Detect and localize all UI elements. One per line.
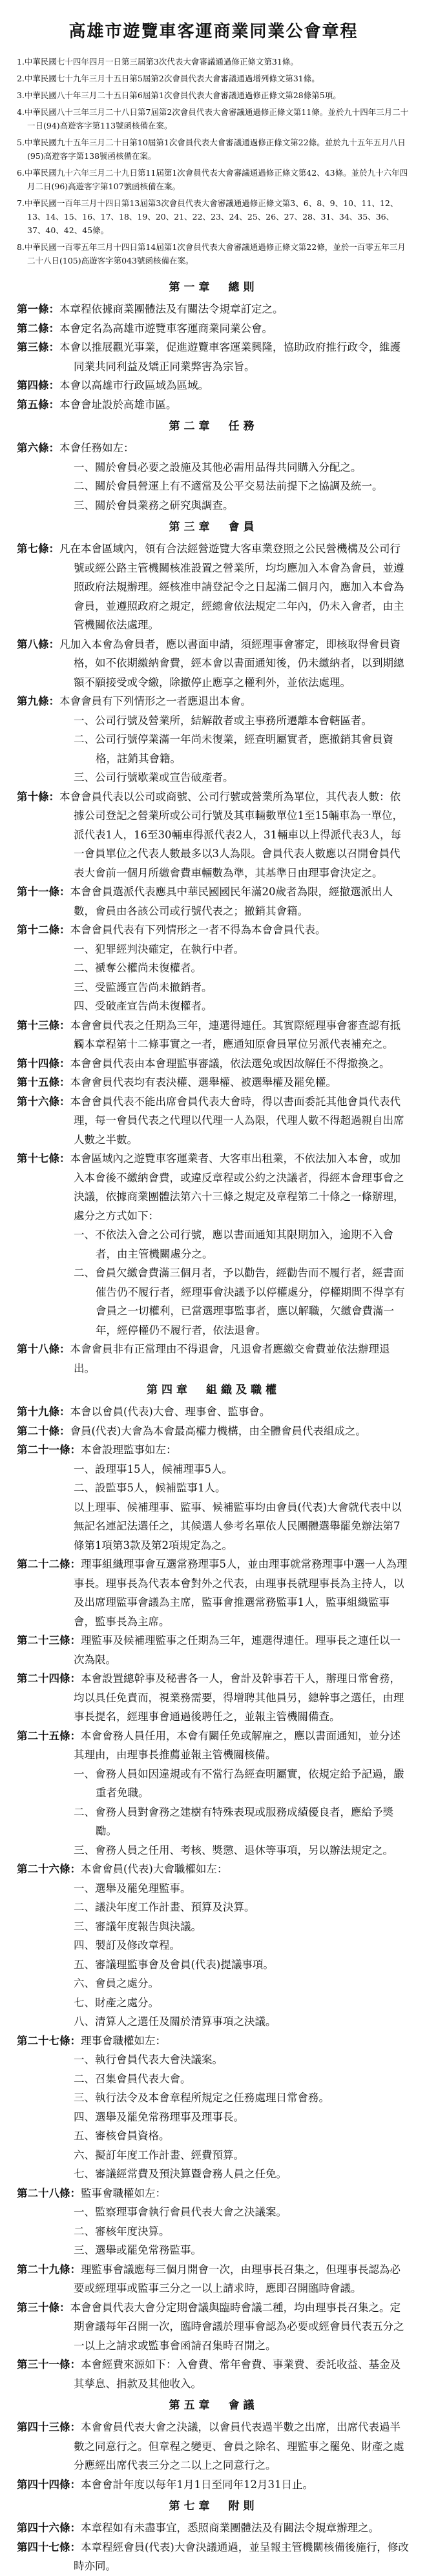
article-number: 第二十一條： bbox=[17, 1444, 81, 1456]
article bbox=[17, 2184, 410, 2203]
chapter-heading: 第二章 任務 bbox=[169, 420, 258, 433]
article bbox=[17, 1555, 410, 1631]
article bbox=[17, 2298, 410, 2356]
article-text: 本會任務如左： bbox=[59, 442, 134, 454]
article-text: 本會會員代表有下列情形之一者不得為本會會員代表。 bbox=[70, 924, 326, 936]
article bbox=[17, 882, 410, 920]
article-number: 第二十九條： bbox=[17, 2263, 81, 2276]
article-text: 本會區域內之遊覽車客運業者、大客車出租業，不依法加入本會，或加入本會後不繳納會費，或違反章程或公約之決議者，得經本會理事會之決議，依據商業團體法第六十三條之規定及章程第二十條之一條辦理，處分之方式如下： bbox=[70, 1152, 404, 1222]
article-number: 第三十條： bbox=[17, 2301, 70, 2314]
article-number: 第二條： bbox=[17, 322, 59, 335]
article-number: 第四十七條： bbox=[17, 2540, 81, 2553]
article-text: 本會會務人員任用，本會有關任免或解雇之，應以書面通知，並分述其理由，由理事長推薦並報主管機關核備。 bbox=[74, 1729, 401, 1761]
article bbox=[17, 1073, 410, 1092]
article bbox=[17, 2418, 410, 2475]
article-items bbox=[17, 1765, 410, 1860]
article-number: 第五條： bbox=[17, 398, 59, 411]
article-text: 本會以會員(代表)大會、理事會、監事會。 bbox=[70, 1406, 271, 1418]
article bbox=[17, 635, 410, 692]
article bbox=[17, 2538, 410, 2576]
article bbox=[17, 2031, 410, 2051]
article-item: 五、審核會員資格。 bbox=[74, 2130, 170, 2142]
article bbox=[17, 1860, 410, 1879]
article-items bbox=[17, 2203, 410, 2260]
article-item: 二、會員欠繳會費滿三個月者，予以勸告，經勸告而不履行者，經書面催告仍不履行者，經理事會決議予以停權處分，停權期間不得享有會員之一切權利，已當選理事監事者，應以解職，欠繳會費滿一年，經停權仍不履行者，依法退會。 bbox=[74, 1267, 405, 1336]
article-text: 理事組織理事會互選常務理事5人，並由理事就常務理事中選一人為理事長。理事長為代表本會對外之代表，由理事長就理事長為主持人，以及出席理監事會議為主席，監事會推選常務監事1人，監事組織監事會，監事長為主席。 bbox=[74, 1558, 408, 1628]
article-number: 第十七條： bbox=[17, 1152, 70, 1165]
article-item: 二、設監事5人，候補監事1人。 bbox=[74, 1482, 226, 1494]
article-text: 本章程依據商業團體法及有關法令規章訂定之。 bbox=[59, 303, 284, 315]
article-number: 第八條： bbox=[17, 638, 59, 650]
article-text: 本會會員代表均有表決權、選舉權、被選舉權及罷免權。 bbox=[70, 1076, 337, 1088]
article-number: 第七條： bbox=[17, 543, 59, 555]
amendment-history bbox=[17, 55, 410, 267]
article bbox=[17, 319, 410, 338]
article-number: 第二十三條： bbox=[17, 1634, 81, 1646]
article bbox=[17, 376, 410, 395]
article-text: 本會經費來源如下：入會費、常年會費、事業費、委託收益、基金及其孳息、捐款及其他收入。 bbox=[74, 2358, 401, 2390]
chapter-heading: 第一章 總則 bbox=[169, 281, 258, 294]
article-text: 理監事及候補理監事之任期為三年，連選得連任。理事長之連任以一次為限。 bbox=[74, 1634, 401, 1666]
article-item: 一、不依法入會之公司行號，應以書面通知其限期加入，逾期不入會者，由主管機關處分之。 bbox=[74, 1229, 393, 1260]
article-item: 三、受監護宣告尚未撤銷者。 bbox=[74, 981, 213, 993]
article-number: 第十一條： bbox=[17, 886, 70, 898]
article-text: 本會會員代表大會分定期會議與臨時會議二種，均由理事長召集之。定期會議每年召開一次，臨時會議於理事會認為必要或經會員代表五分之一以上之請求或監事會函請召集時召開之。 bbox=[70, 2301, 404, 2352]
history-entry: 5.中華民國九十五年三月二十日第10屆第1次會員代表大會審議通過修正條文第22條。並於九十五年五月八日(95)高遊客字第138號函核備在案。 bbox=[17, 138, 406, 161]
article-item: 二、會務人員對會務之建樹有特殊表現或服務成績優良者，應給予獎勵。 bbox=[74, 1805, 393, 1837]
article-number: 第四十三條： bbox=[17, 2421, 81, 2433]
article-item: 一、執行會員代表大會決議案。 bbox=[74, 2053, 223, 2066]
chapter-heading: 第三章 會員 bbox=[169, 521, 258, 534]
article-item: 七、審議經常費及預決算暨會務人員之任免。 bbox=[74, 2168, 287, 2180]
article-text: 本會以高雄市行政區域為區域。 bbox=[59, 379, 209, 391]
article-number: 第四十六條： bbox=[17, 2522, 81, 2534]
article bbox=[17, 1631, 410, 1669]
article-item: 六、擬訂年度工作計畫、經費預算。 bbox=[74, 2148, 244, 2161]
history-entry: 8.中華民國一百零五年三月十四日第14屆第1次會員代表大會審議通過修正條文第22條，並於一百零五年三月二十八日(105)高遊客字第043號函核備在案。 bbox=[17, 242, 406, 265]
article bbox=[17, 787, 410, 883]
article-item: 四、選舉及罷免常務理事及理事長。 bbox=[74, 2110, 244, 2123]
article-item: 一、選舉及罷免理監事。 bbox=[74, 1882, 191, 1895]
chapter-heading: 第五章 會議 bbox=[169, 2399, 258, 2412]
article-number: 第十九條： bbox=[17, 1406, 70, 1418]
article bbox=[17, 439, 410, 458]
article bbox=[17, 2475, 410, 2495]
article-text: 本會會員代表不能出席會員代表大會時，得以書面委託其他會員代表代理，每一會員代表之代理以代理一人為限，代理人數不得超過親自出席人數之半數。 bbox=[70, 1095, 404, 1146]
history-entry: 2.中華民國七十九年三月十五日第5屆第2次會員代表大會審議通過增列條文第31條。 bbox=[17, 74, 320, 83]
article-item: 四、製訂及修改章程。 bbox=[74, 1939, 180, 1951]
article-item: 二、審核年度決算。 bbox=[74, 2225, 170, 2238]
article-paragraph: 以上理事、候補理事、監事、候補監事均由會員(代表)大會就代表中以無記名連記法選任之，其候選人參考名單依人民團體選舉罷免辦法第7條第1項第3款及第2項規定為之。 bbox=[74, 1501, 402, 1552]
article-number: 第十四條： bbox=[17, 1057, 70, 1070]
article-text: 凡在本會區域內，領有合法經營遊覽大客車業登照之公民營機構及公司行號或經公路主管機關核准設置之營業所，均均應加入本會為會員，並遵照政府法規辦理。經核准申請登記令之日起滿二個月內，應加入本會為會員，並遵照政府之規定，經總會依法規定二年內，仍未入會者，由主管機關依法處理。 bbox=[59, 543, 404, 631]
article-number: 第四條： bbox=[17, 379, 59, 391]
article-item: 一、犯罪經判決確定，在執行中者。 bbox=[74, 942, 244, 955]
article-number: 第二十條： bbox=[17, 1424, 70, 1437]
article bbox=[17, 338, 410, 376]
article-text: 凡加入本會為會員者，應以書面申請，須經理事會審定，即核取得會員資格，如不依期繳納會費，經本會以書面通知後，仍未繳納者，以到期總額不願接受或令繳，除撤停止應享之權利外，並依法處理。 bbox=[59, 638, 404, 689]
history-entry: 6.中華民國九十六年三月二十九日第11屆第1次會員代表大會審議通過修正條文第42、43條。並於九十六年四月二日(96)高遊客字第107號函核備在案。 bbox=[17, 168, 408, 191]
article-text: 本會定名為高雄市遊覽車客運商業同業公會。 bbox=[59, 322, 273, 335]
article-item: 五、審議理監事會及會員(代表)提議事項。 bbox=[74, 1958, 274, 1971]
document-title: 高雄市遊覽車客運商業同業公會章程 bbox=[68, 22, 359, 41]
article bbox=[17, 920, 410, 940]
articles-body bbox=[17, 278, 410, 2576]
article-text: 本會會計年度以每年1月1日至同年12月31日止。 bbox=[81, 2478, 313, 2491]
article-number: 第三十一條： bbox=[17, 2358, 81, 2371]
article-number: 第二十七條： bbox=[17, 2034, 81, 2047]
article-number: 第二十六條： bbox=[17, 1863, 81, 1875]
article-number: 第十三條： bbox=[17, 1019, 70, 1032]
article-number: 第十五條： bbox=[17, 1076, 70, 1088]
article bbox=[17, 1054, 410, 1074]
article-items bbox=[17, 1225, 410, 1340]
article-items bbox=[17, 1460, 410, 1498]
history-entry: 4.中華民國八十三年三月二十八日第7屆第2次會員代表大會審議通過修正條文第11條。並於九十四年三月二十一日(94)高遊客字第113號函核備在案。 bbox=[17, 107, 409, 130]
article bbox=[17, 300, 410, 319]
article-item: 三、公司行號歇業或宣告破產者。 bbox=[74, 771, 234, 784]
article-text: 理事會職權如左： bbox=[81, 2034, 166, 2047]
chapter-heading: 第四章 組織及職權 bbox=[147, 1384, 280, 1397]
article-text: 本會會員(代表)大會職權如左： bbox=[81, 1863, 228, 1875]
article-item: 二、召集會員代表大會。 bbox=[74, 2072, 191, 2085]
article-items bbox=[17, 2050, 410, 2184]
article-text: 本會會員代表之任期為三年，連選得連任。其實際經理事會審查認有抵觸本章程第十二條事實之一者，應通知原會員單位另派代表補充之。 bbox=[70, 1019, 401, 1050]
article-text: 本會會員有下列情形之一者應退出本會。 bbox=[59, 695, 251, 707]
article bbox=[17, 1149, 410, 1225]
article-items bbox=[17, 711, 410, 787]
article-item: 二、褫奪公權尚未復權者。 bbox=[74, 962, 202, 974]
article-item: 三、會務人員之任用、考核、獎懲、退休等事項，另以辦法規定之。 bbox=[74, 1844, 393, 1856]
article-text: 理監事會議應每三個月開會一次，由理事長召集之，但理事長認為必要或經理事或監事三分之一以上請求時，應即召開臨時會議。 bbox=[74, 2263, 401, 2294]
article bbox=[17, 1092, 410, 1150]
article-item: 一、會務人員如因違規或有不當行為經查明屬實，依規定給予記過，嚴重者免職。 bbox=[74, 1767, 404, 1799]
article-number: 第九條： bbox=[17, 695, 59, 707]
article-text: 本會設置總幹事及秘書各一人，會計及幹事若干人，辦理日常會務，均以具任免責而，視業務需要，得增聘其他員另，總幹事之選任，由理事長提名，經理事會通過後聘任之，並報主管機關備查。 bbox=[74, 1672, 404, 1723]
article-item: 一、關於會員必要之設施及其他必需用品得共同購入分配之。 bbox=[74, 461, 362, 473]
article-items bbox=[17, 1879, 410, 2031]
article bbox=[17, 2355, 410, 2393]
article bbox=[17, 2260, 410, 2298]
article bbox=[17, 2519, 410, 2538]
article-number: 第十條： bbox=[17, 790, 59, 803]
history-entry: 1.中華民國七十四年四月一日第三屆第3次代表大會審議通過修正條文第31條。 bbox=[17, 57, 298, 67]
article-item: 一、公司行號及營業所，結解散者或主事務所遷離本會轄區者。 bbox=[74, 714, 372, 727]
article-text: 監事會職權如左： bbox=[81, 2186, 166, 2199]
article-text: 本會會員代表大會之決議，以會員代表過半數之出席，出席代表過半數之同意行之。但章程之變更、會員之除名、理監事之罷免、財產之處分應經出席代表三分之二以上之同意行之。 bbox=[74, 2421, 404, 2471]
article-text: 本會以推展觀光事業，促進遊覽車客運業興隆，協助政府推行政令，維護同業共同利益及矯正同業弊害為宗旨。 bbox=[59, 341, 401, 373]
article-items bbox=[17, 458, 410, 515]
article-item: 三、審議年度報告與決議。 bbox=[74, 1920, 202, 1933]
article-item: 八、清算人之選任及關於清算事項之決議。 bbox=[74, 2015, 276, 2028]
article bbox=[17, 1402, 410, 1422]
article-number: 第十二條： bbox=[17, 924, 70, 936]
article-item: 六、會員之處分。 bbox=[74, 1977, 159, 1989]
article-text: 本會設理監事如左： bbox=[81, 1444, 177, 1456]
article-item: 二、關於會員營運上有不適當及公平交易法前提下之協調及統一。 bbox=[74, 480, 383, 492]
article bbox=[17, 1440, 410, 1460]
article bbox=[17, 539, 410, 635]
article bbox=[17, 1727, 410, 1765]
article-item: 二、公司行號停業滿一年尚未復業，經查明屬實者，應撤銷其會員資格，註銷其會籍。 bbox=[74, 733, 393, 765]
article-text: 本章程如有未盡事宜，悉照商業團體法及有關法令規章辦理之。 bbox=[81, 2522, 379, 2534]
article bbox=[17, 395, 410, 415]
article-item: 三、選舉或罷免常務監事。 bbox=[74, 2244, 202, 2256]
article-number: 第二十八條： bbox=[17, 2186, 81, 2199]
history-entry: 7.中華民國一百年三月十四日第13屆第3次會員代表大會審議通過修正條文第3、6、8、9、10、11、12、13、14、15、16、17、18、19、20、21、22、23、24、25、26、27、28、31、34、35、36、37、40、42、45條。 bbox=[17, 198, 399, 235]
history-entry: 3.中華民國八十年三月二十五日第6屆第1次會員代表大會審議通過修正條文第28條第5項。 bbox=[17, 90, 341, 100]
article bbox=[17, 1340, 410, 1378]
article-number: 第二十四條： bbox=[17, 1672, 81, 1685]
article-item: 二、議決年度工作計畫、預算及決算。 bbox=[74, 1901, 255, 1913]
article-number: 第四十四條： bbox=[17, 2478, 81, 2491]
article-text: 本會會員代表由本會理監事審議，依法選免或因故解任不得撤換之。 bbox=[70, 1057, 390, 1070]
chapter-heading: 第七章 附則 bbox=[169, 2500, 258, 2513]
article-text: 本會會員選派代表應具中華民國國民年滿20歲者為限，經撤選派出人數，會員由各該公司或行號代表之；撤銷其會籍。 bbox=[70, 886, 393, 917]
article-items bbox=[17, 940, 410, 1016]
article-number: 第十六條： bbox=[17, 1095, 70, 1108]
article-item: 七、財產之處分。 bbox=[74, 1996, 159, 2009]
article-text: 本會會址設於高雄市區。 bbox=[59, 398, 177, 411]
article-number: 第一條： bbox=[17, 303, 59, 315]
article-text: 本會會員代表以公司或商號、公司行號或營業所為單位，其代表人數：依據公司登記之營業所或公司行號及其車輛數單位1至15輛車為一單位，派代表1人，16至30輛車得派代表2人，31輛車以上得派代表3人，每一會員單位之代表人數最多以3人為限。會員代表人數應以召開會員代表大會前一個月所繳會費車輛數為準，其基準日由理事會決定之。 bbox=[59, 790, 403, 879]
article bbox=[17, 1016, 410, 1054]
article bbox=[17, 1669, 410, 1727]
article-text: 本會會員非有正當理由不得退會，凡退會者應繳交會費並依法辦理退出。 bbox=[70, 1343, 390, 1375]
article-item: 四、受破產宣告尚未復權者。 bbox=[74, 1000, 213, 1012]
article-number: 第六條： bbox=[17, 442, 59, 454]
article bbox=[17, 1422, 410, 1441]
article-item: 三、關於會員業務之研究與調查。 bbox=[74, 499, 234, 512]
article-text: 會員(代表)大會為本會最高權力機構，由全體會員代表組成之。 bbox=[70, 1424, 366, 1437]
article bbox=[17, 692, 410, 711]
article-number: 第二十二條： bbox=[17, 1558, 81, 1570]
article-item: 一、設理事15人，候補理事5人。 bbox=[74, 1462, 233, 1475]
article-number: 第二十五條： bbox=[17, 1729, 81, 1742]
article-item: 一、監察理事會執行會員代表大會之決議案。 bbox=[74, 2206, 287, 2218]
article-number: 第三條： bbox=[17, 341, 59, 353]
article-item: 三、執行法令及本會章程所規定之任務處理日常會務。 bbox=[74, 2092, 329, 2104]
article-number: 第十八條： bbox=[17, 1343, 70, 1355]
article-text: 本章程經會員(代表)大會決議通過，並呈報主管機關核備後施行，修改時亦同。 bbox=[74, 2540, 409, 2572]
